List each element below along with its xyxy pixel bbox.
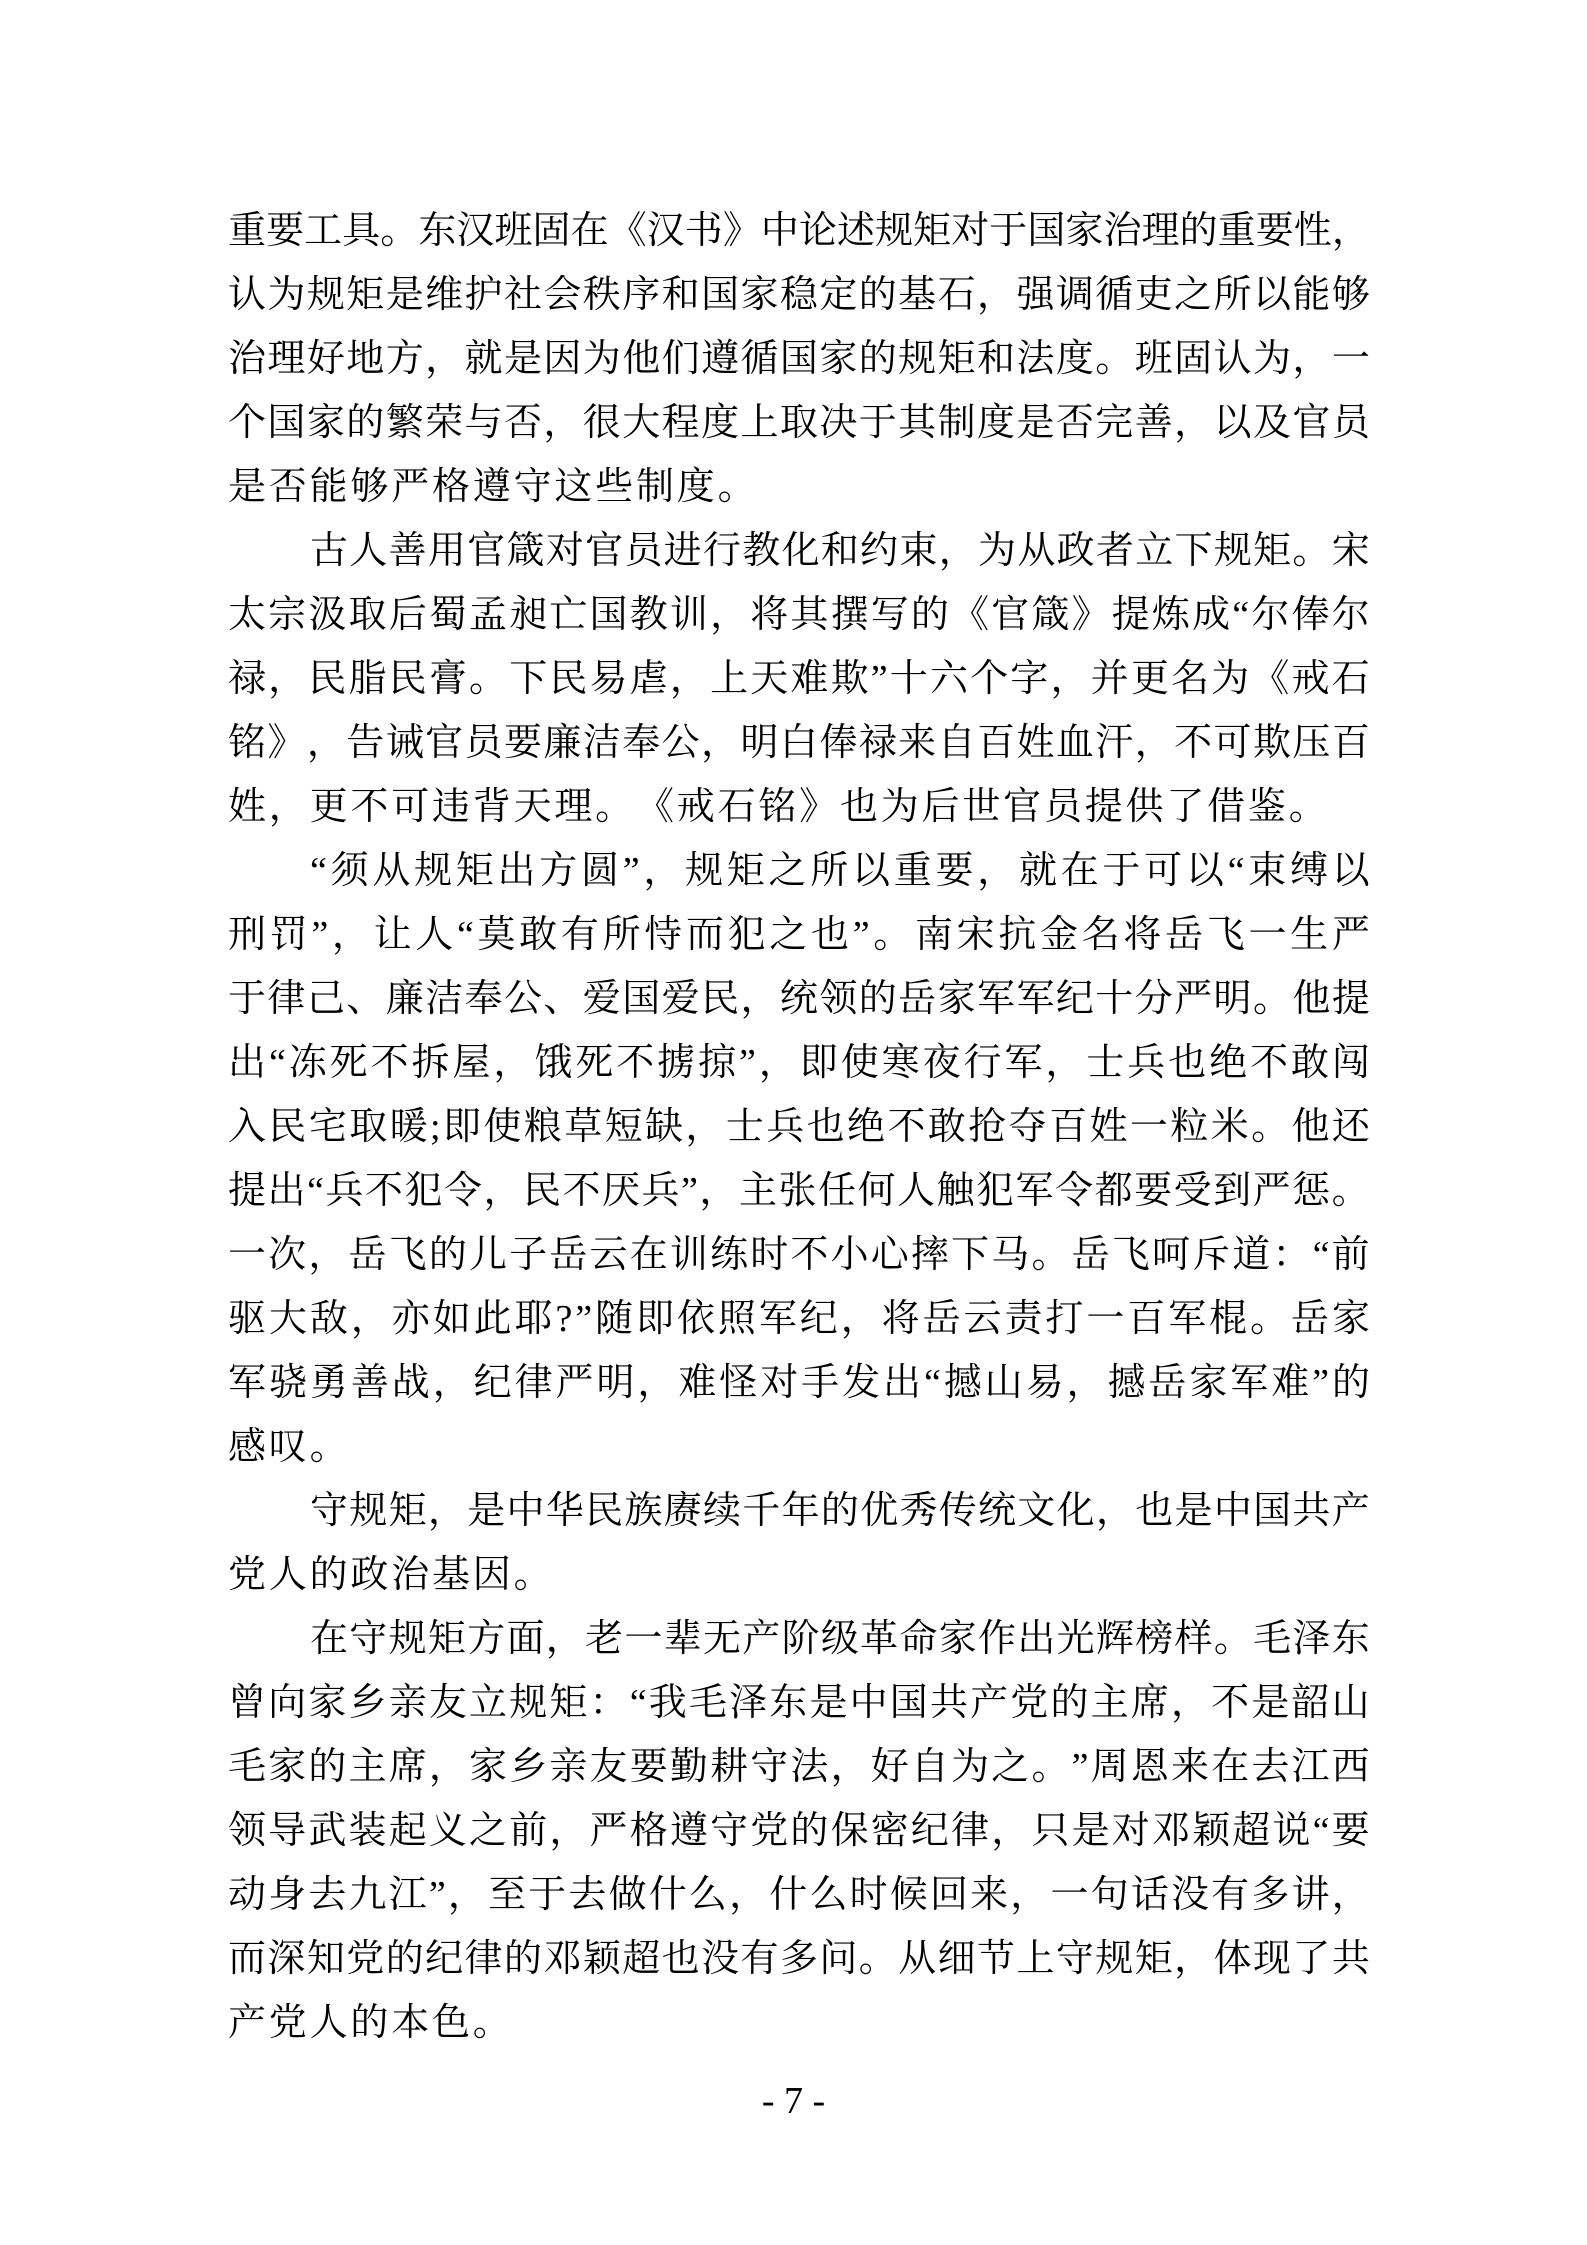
text-line: 曾 向 家 乡 亲 友 立 规 矩 ： “ 我 毛 泽 东 是 中 国 共 产 党 的 主 席 ， 不 是 韶 山 (228, 1682, 1370, 1724)
text-line: 治 理 好 地 方 ， 就 是 因 为 他 们 遵 循 国 家 的 规 矩 和 法 度 。 班 固 认 为 ， 一 (228, 338, 1370, 380)
text-line: 感 叹 。 (228, 1426, 348, 1468)
text-line: 是 否 能 够 严 格 遵 守 这 些 制 度 。 (228, 466, 756, 508)
text-line: 动 身 去 九 江 ” ， 至 于 去 做 什 么 ， 什 么 时 候 回 来 ， 一 句 话 没 有 多 讲 ， (228, 1874, 1370, 1916)
text-line: 领 导 武 装 起 义 之 前 ， 严 格 遵 守 党 的 保 密 纪 律 ， 只 是 对 邓 颖 超 说 “ 要 (228, 1810, 1370, 1852)
text-line: 禄 ， 民 脂 民 膏 。 下 民 易 虐 ， 上 天 难 欺 ” 十 六 个 字 ， 并 更 名 为 《 戒 石 (228, 658, 1370, 700)
text-line: 入 民 宅 取 暖 ; 即 使 粮 草 短 缺 ， 士 兵 也 绝 不 敢 抢 夺 百 姓 一 粒 米 。 他 还 (228, 1106, 1370, 1148)
text-line: 古 人 善 用 官 箴 对 官 员 进 行 教 化 和 约 束 ， 为 从 政 者 立 下 规 矩 。 宋 (310, 530, 1370, 572)
text-line: 军 骁 勇 善 战 ， 纪 律 严 明 ， 难 怪 对 手 发 出 “ 撼 山 易 ， 撼 岳 家 军 难 ” 的 (228, 1362, 1370, 1404)
text-line: 刑 罚 ” ， 让 人 “ 莫 敢 有 所 恃 而 犯 之 也 ” 。 南 宋 抗 金 名 将 岳 飞 一 生 严 (228, 914, 1370, 956)
paragraph (228, 1479, 1370, 1607)
text-line: 于 律 己 、 廉 洁 奉 公 、 爱 国 爱 民 ， 统 领 的 岳 家 军 军 纪 十 分 严 明 。 他 提 (228, 978, 1370, 1020)
paragraph (228, 199, 1370, 519)
paragraph (228, 1607, 1370, 2055)
text-line: 守 规 矩 ， 是 中 华 民 族 赓 续 千 年 的 优 秀 传 统 文 化 ， 也 是 中 国 共 产 (310, 1490, 1370, 1532)
text-line: 铭 》 ， 告 诫 官 员 要 廉 洁 奉 公 ， 明 白 俸 禄 来 自 百 姓 血 汗 ， 不 可 欺 压 百 (228, 722, 1370, 764)
text-line: 驱 大 敌 ， 亦 如 此 耶 ? ” 随 即 依 照 军 纪 ， 将 岳 云 责 打 一 百 军 棍 。 岳 家 (228, 1298, 1370, 1340)
text-line: 出 “ 冻 死 不 拆 屋 ， 饿 死 不 掳 掠 ” ， 即 使 寒 夜 行 军 ， 士 兵 也 绝 不 敢 闯 (228, 1042, 1370, 1084)
text-line: 太 宗 汲 取 后 蜀 孟 昶 亡 国 教 训 ， 将 其 撰 写 的 《 官 箴 》 提 炼 成 “ 尔 俸 尔 (228, 594, 1370, 636)
text-line: 姓 ， 更 不 可 违 背 天 理 。 《 戒 石 铭 》 也 为 后 世 官 员 提 供 了 借 鉴 。 (228, 786, 1327, 828)
text-line: 产 党 人 的 本 色 。 (228, 2002, 511, 2044)
paragraph (228, 839, 1370, 1479)
text-line: 重 要 工 具 。 东 汉 班 固 在 《 汉 书 》 中 论 述 规 矩 对 于 国 家 治 理 的 重 要 性 ， (228, 210, 1370, 252)
text-line: 提 出 “ 兵 不 犯 令 ， 民 不 厌 兵 ” ， 主 张 任 何 人 触 犯 军 令 都 要 受 到 严 惩 。 (228, 1170, 1370, 1212)
page-number: - 7 - (761, 2080, 826, 2122)
text-line: 一 次 ， 岳 飞 的 儿 子 岳 云 在 训 练 时 不 小 心 摔 下 马 。 岳 飞 呵 斥 道 ： “ 前 (228, 1234, 1370, 1276)
text-line: 毛 家 的 主 席 ， 家 乡 亲 友 要 勤 耕 守 法 ， 好 自 为 之 。 ” 周 恩 来 在 去 江 西 (228, 1746, 1370, 1788)
text-line: 认 为 规 矩 是 维 护 社 会 秩 序 和 国 家 稳 定 的 基 石 ， 强 调 循 吏 之 所 以 能 够 (228, 274, 1370, 316)
text-line: 党 人 的 政 治 基 因 。 (228, 1554, 552, 1596)
document-body (228, 199, 1370, 2055)
page-footer (0, 2080, 1587, 2122)
text-line: “ 须 从 规 矩 出 方 圆 ” ， 规 矩 之 所 以 重 要 ， 就 在 于 可 以 “ 束 缚 以 (310, 850, 1370, 892)
text-line: 在 守 规 矩 方 面 ， 老 一 辈 无 产 阶 级 革 命 家 作 出 光 辉 榜 样 。 毛 泽 东 (310, 1618, 1370, 1660)
paragraph (228, 519, 1370, 839)
text-line: 个 国 家 的 繁 荣 与 否 ， 很 大 程 度 上 取 决 于 其 制 度 是 否 完 善 ， 以 及 官 员 (228, 402, 1370, 444)
text-line: 而 深 知 党 的 纪 律 的 邓 颖 超 也 没 有 多 问 。 从 细 节 上 守 规 矩 ， 体 现 了 共 (228, 1938, 1370, 1980)
